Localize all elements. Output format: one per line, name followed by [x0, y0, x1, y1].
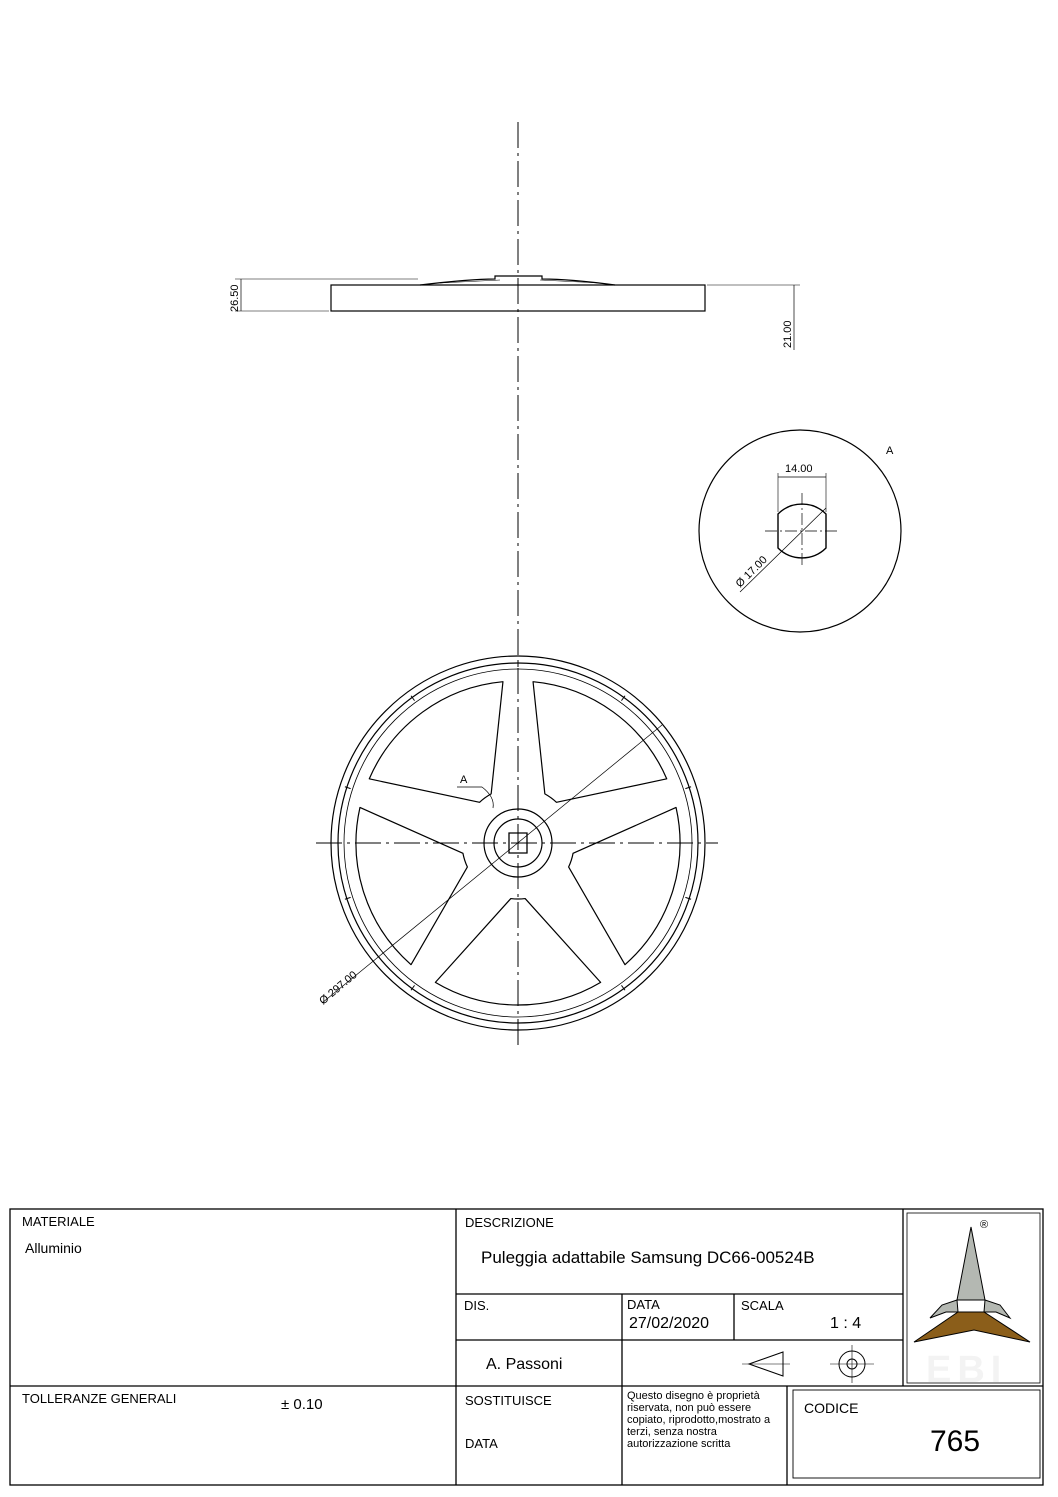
ebi-logo — [914, 1219, 1030, 1391]
detail-a-label: A — [886, 445, 894, 457]
dim-height-body: 21.00 — [782, 320, 794, 348]
copyright-notice: Questo disegno è proprietà riservata, non può essere copiato, riprodotto,mostrato a terzi, senza nostra autorizzazione scritta — [627, 1390, 771, 1450]
descrizione-label: DESCRIZIONE — [465, 1215, 554, 1230]
rim-tick — [345, 897, 351, 899]
codice-label: CODICE — [804, 1400, 859, 1416]
rim-tick — [685, 787, 691, 789]
dim-hole-diameter: Ø 17.00 — [733, 553, 770, 591]
materiale-label: MATERIALE — [22, 1214, 95, 1229]
logo-text: EBI — [926, 1349, 1008, 1391]
materiale-value: Alluminio — [25, 1240, 82, 1256]
data-value: 27/02/2020 — [629, 1315, 710, 1332]
registered-mark: ® — [980, 1219, 989, 1231]
tolleranze-label: TOLLERANZE GENERALI — [22, 1391, 177, 1406]
scala-value: 1 : 4 — [830, 1315, 862, 1332]
data2-label: DATA — [465, 1436, 498, 1451]
sostituisce-label: SOSTITUISCE — [465, 1393, 552, 1408]
data-label: DATA — [627, 1297, 660, 1312]
dis-label: DIS. — [464, 1298, 490, 1313]
spoke-window — [533, 682, 667, 803]
spoke-window — [569, 807, 680, 964]
codice-value: 765 — [930, 1425, 981, 1458]
spoke-window — [369, 682, 503, 803]
detail-a — [699, 430, 901, 632]
descrizione-value: Puleggia adattabile Samsung DC66-00524B — [481, 1248, 815, 1267]
rim-tick — [345, 787, 351, 789]
dim-flat-width: 14.00 — [785, 463, 813, 475]
projection-symbol — [742, 1345, 874, 1383]
tolleranze-value: ± 0.10 — [281, 1396, 323, 1413]
scala-label: SCALA — [741, 1298, 784, 1313]
dim-height-total: 26.50 — [229, 284, 241, 312]
dis-value: A. Passoni — [486, 1356, 563, 1373]
section-a-label: A — [460, 774, 468, 786]
spoke-window — [356, 807, 467, 964]
rim-tick — [685, 897, 691, 899]
dim-outer-diameter: Ø 297.00 — [317, 969, 360, 1008]
